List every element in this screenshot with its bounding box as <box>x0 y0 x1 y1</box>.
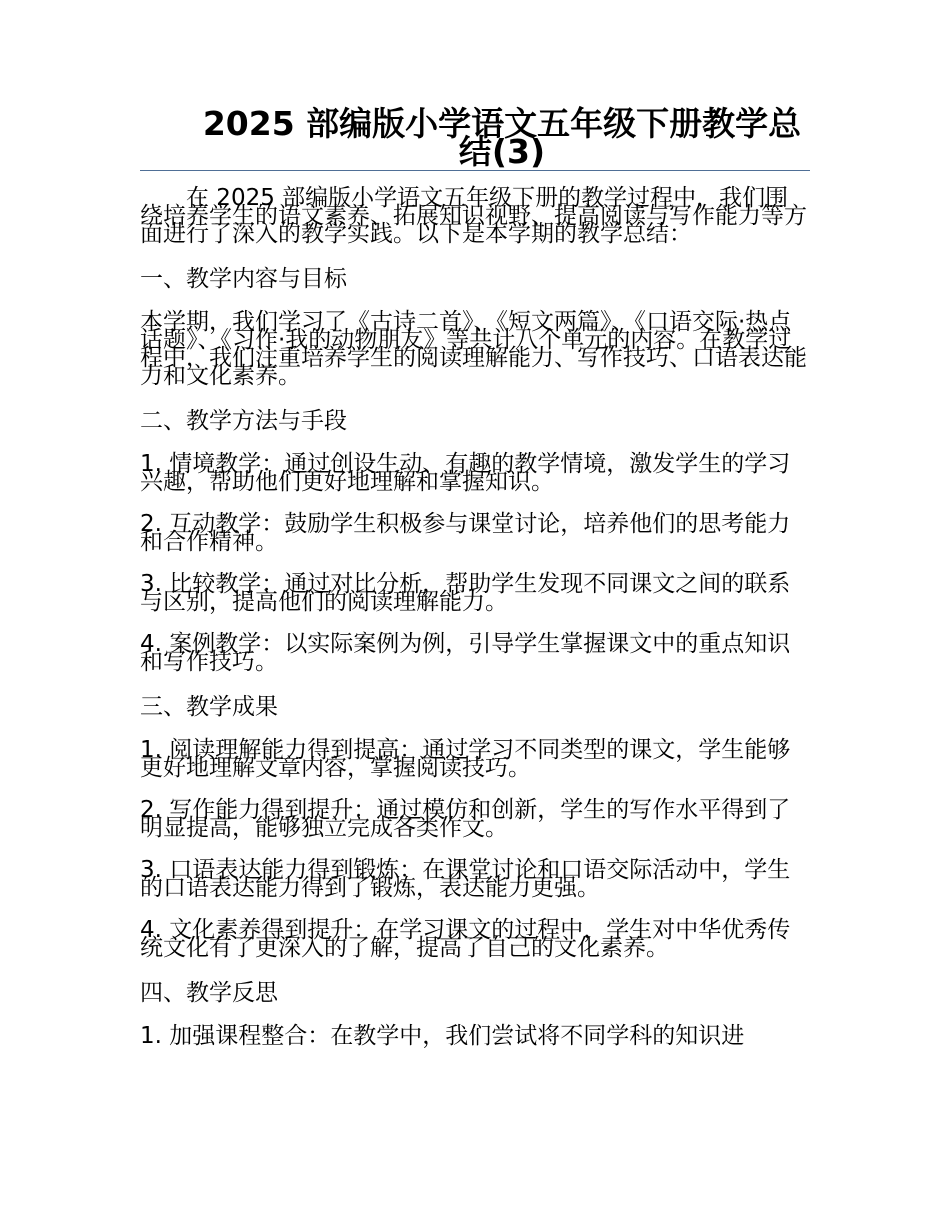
paragraph-method-2: 2. 互动教学：鼓励学生积极参与课堂讨论，培养他们的思考能力和合作精神。 <box>140 511 791 555</box>
paragraph-method-4: 4. 案例教学：以实际案例为例，引导学生掌握课文中的重点知识和写作技巧。 <box>140 631 791 675</box>
paragraph-result-1: 1. 阅读理解能力得到提高：通过学习不同类型的课文，学生能够更好地理解文章内容，掌握阅读技巧。 <box>140 737 791 781</box>
section-heading-content-goals: 一、教学内容与目标 <box>140 266 347 292</box>
paragraph-method-3: 3. 比较教学：通过对比分析，帮助学生发现不同课文之间的联系与区别，提高他们的阅读理解能力。 <box>140 571 791 615</box>
section-heading-results: 三、教学成果 <box>140 694 278 720</box>
document-title: 2025 部编版小学语文五年级下册教学总结(3) <box>202 104 802 171</box>
intro-paragraph: 在 2025 部编版小学语文五年级下册的教学过程中，我们围绕培养学生的语文素养、拓展知识视野、提高阅读与写作能力等方面进行了深入的教学实践。以下是本学期的教学总结： <box>140 185 807 247</box>
paragraph-result-3: 3. 口语表达能力得到锻炼：在课堂讨论和口语交际活动中，学生的口语表达能力得到了锻炼，表达能力更强。 <box>140 857 791 901</box>
section-heading-methods: 二、教学方法与手段 <box>140 408 347 434</box>
section-heading-reflection: 四、教学反思 <box>140 980 278 1006</box>
paragraph-reflection-1: 1. 加强课程整合：在教学中，我们尝试将不同学科的知识进 <box>140 1023 745 1049</box>
document-page <box>140 100 810 1069</box>
paragraph-content-goals: 本学期，我们学习了《古诗二首》、《短文两篇》、《口语交际·热点话题》、《习作·我的动物朋友》等共计八个单元的内容。在教学过程中，我们注重培养学生的阅读理解能力、写作技巧、口语表达能力和文化素养。 <box>140 309 807 389</box>
paragraph-method-1: 1. 情境教学：通过创设生动、有趣的教学情境，激发学生的学习兴趣，帮助他们更好地理解和掌握知识。 <box>140 451 791 495</box>
paragraph-result-2: 2. 写作能力得到提升：通过模仿和创新，学生的写作水平得到了明显提高，能够独立完成各类作文。 <box>140 797 791 841</box>
paragraph-result-4: 4. 文化素养得到提升：在学习课文的过程中，学生对中华优秀传统文化有了更深入的了解，提高了自己的文化素养。 <box>140 917 791 961</box>
